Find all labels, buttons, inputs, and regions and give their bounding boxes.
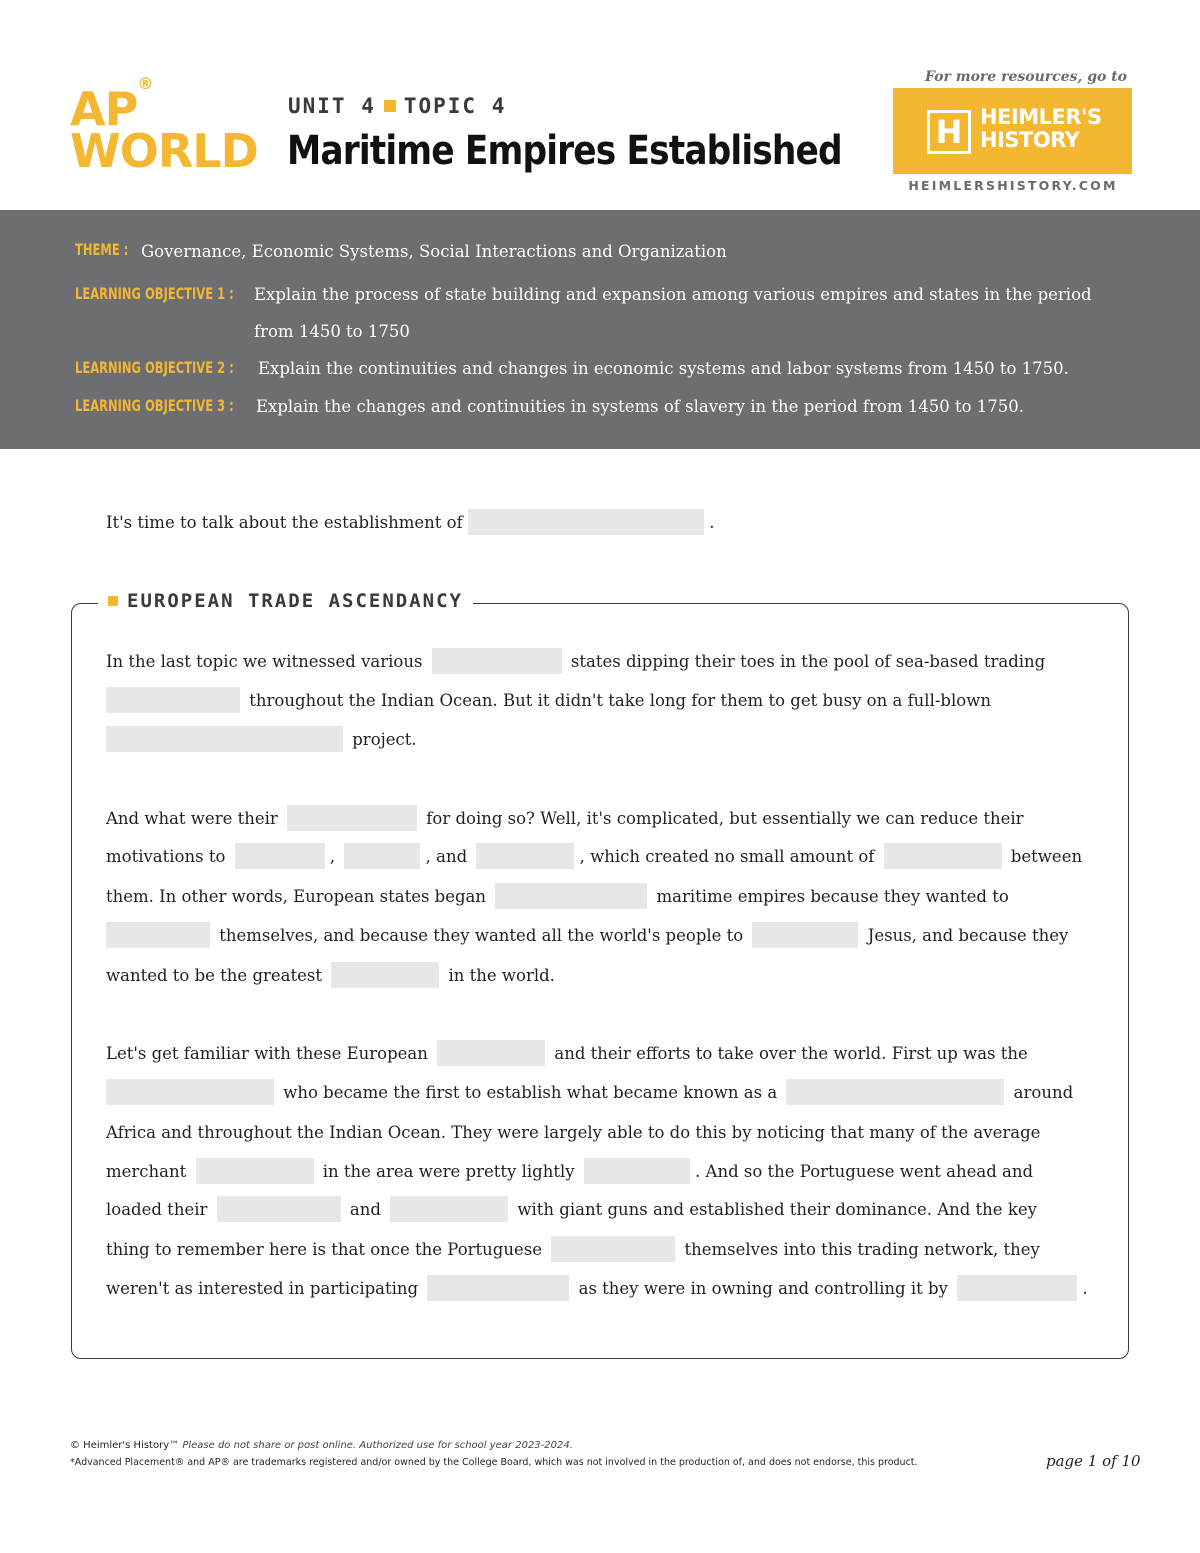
footer-trademark: *Advanced Placement® and AP® are trademarks registered and/or owned by the College Board, which was not involved in the production of, and does not endorse, this product. xyxy=(70,1457,918,1468)
text-run: and xyxy=(344,1199,387,1219)
blank-field[interactable] xyxy=(468,509,704,535)
logo-reg-mark: ® xyxy=(137,73,153,93)
blank-field[interactable] xyxy=(196,1158,314,1184)
text-line xyxy=(106,1117,1096,1147)
text-run: states dipping their toes in the pool of sea-based trading xyxy=(565,651,1046,671)
text-line xyxy=(106,646,1096,676)
text-run: around xyxy=(1008,1082,1074,1102)
lo1-text-line-1: Explain the process of state building and expansion among various empires and states in the period xyxy=(254,285,1092,304)
text-run: merchant xyxy=(106,1161,192,1181)
square-bullet-icon xyxy=(108,596,118,606)
text-run: . xyxy=(1077,1278,1088,1298)
text-run: , which created no small amount of xyxy=(574,846,880,866)
blank-field[interactable] xyxy=(584,1158,690,1184)
text-line xyxy=(106,1156,1096,1186)
text-line xyxy=(106,724,1096,754)
text-run: in the area were pretty lightly xyxy=(317,1161,580,1181)
text-line xyxy=(106,1038,1096,1068)
heimlers-history-icon: H xyxy=(927,110,971,154)
text-run: as they were in owning and controlling it by xyxy=(573,1278,954,1298)
blank-field[interactable] xyxy=(437,1040,545,1066)
text-run: and their efforts to take over the world. First up was the xyxy=(549,1043,1028,1063)
text-run: for doing so? Well, it's complicated, but essentially we can reduce their xyxy=(421,808,1024,828)
brand-name-line-2: HISTORY xyxy=(980,128,1080,152)
theme-text: Governance, Economic Systems, Social Interactions and Organization xyxy=(141,242,727,261)
blank-field[interactable] xyxy=(957,1275,1077,1301)
text-run: between xyxy=(1005,846,1083,866)
text-run: . And so the Portuguese went ahead and xyxy=(689,1161,1034,1181)
blank-field[interactable] xyxy=(432,648,562,674)
logo-ap: AP xyxy=(70,82,138,136)
text-line xyxy=(106,920,1096,950)
intro-text: It's time to talk about the establishment of xyxy=(106,512,468,532)
text-line xyxy=(106,1077,1096,1107)
blank-field[interactable] xyxy=(427,1275,569,1301)
brand-name-line-1: HEIMLER'S xyxy=(980,105,1102,129)
blank-field[interactable] xyxy=(884,843,1002,869)
text-line xyxy=(106,803,1096,833)
text-run: project. xyxy=(347,729,417,749)
text-line xyxy=(106,685,1096,715)
text-run: with giant guns and established their dominance. And the key xyxy=(512,1199,1037,1219)
text-run: In the last topic we witnessed various xyxy=(106,651,428,671)
blank-field[interactable] xyxy=(106,726,343,752)
unit-label: UNIT 4 xyxy=(288,94,376,118)
heimlers-history-wordmark xyxy=(980,106,1130,152)
more-resources-text: For more resources, go to xyxy=(925,69,1127,85)
lo3-label: LEARNING OBJECTIVE 3 : xyxy=(75,396,234,415)
blank-field[interactable] xyxy=(106,1079,274,1105)
blank-field[interactable] xyxy=(495,883,647,909)
text-run: loaded their xyxy=(106,1199,213,1219)
lo1-label: LEARNING OBJECTIVE 1 : xyxy=(75,284,234,303)
text-line xyxy=(106,841,1096,871)
text-run: Africa and throughout the Indian Ocean. They were largely able to do this by noticing that many of the average xyxy=(106,1122,1041,1142)
text-line xyxy=(106,881,1096,911)
lo1-text-line-2: from 1450 to 1750 xyxy=(254,322,410,341)
lo2-label: LEARNING OBJECTIVE 2 : xyxy=(75,358,234,377)
ap-world-logo xyxy=(70,73,270,178)
unit-topic-line xyxy=(288,94,506,118)
text-line xyxy=(106,960,1096,990)
section-heading-text: EUROPEAN TRADE ASCENDANCY xyxy=(127,590,463,612)
text-run: Let's get familiar with these European xyxy=(106,1043,434,1063)
theme-row xyxy=(75,240,142,260)
text-run: throughout the Indian Ocean. But it didn't take long for them to get busy on a full-blown xyxy=(244,690,991,710)
text-run: them. In other words, European states began xyxy=(106,886,492,906)
blank-field[interactable] xyxy=(786,1079,1004,1105)
blank-field[interactable] xyxy=(106,922,210,948)
page-title: Maritime Empires Established xyxy=(287,128,842,174)
topic-label: TOPIC 4 xyxy=(403,94,507,118)
lo3-text: Explain the changes and continuities in systems of slavery in the period from 1450 to 1750. xyxy=(256,397,1025,416)
text-line xyxy=(106,1194,1096,1224)
blank-field[interactable] xyxy=(287,805,417,831)
theme-label: THEME : xyxy=(75,240,129,259)
blank-field[interactable] xyxy=(344,843,420,869)
section-heading xyxy=(98,590,473,612)
intro-end: . xyxy=(703,512,715,532)
text-run: maritime empires because they wanted to xyxy=(651,886,1009,906)
blank-field[interactable] xyxy=(235,843,325,869)
square-bullet-icon xyxy=(384,100,396,112)
text-run: thing to remember here is that once the Portuguese xyxy=(106,1239,548,1259)
blank-field[interactable] xyxy=(476,843,574,869)
text-run: who became the first to establish what became known as a xyxy=(278,1082,783,1102)
page-number: page 1 of 10 xyxy=(1046,1452,1141,1470)
intro-sentence xyxy=(106,509,714,535)
text-run: motivations to xyxy=(106,846,231,866)
copyright-text: © Heimler's History™ xyxy=(70,1440,180,1451)
blank-field[interactable] xyxy=(551,1236,675,1262)
text-line xyxy=(106,1273,1096,1303)
blank-field[interactable] xyxy=(752,922,858,948)
logo-world: WORLD xyxy=(70,124,258,178)
blank-field[interactable] xyxy=(217,1196,341,1222)
lo1-row xyxy=(75,284,273,304)
text-run: themselves into this trading network, they xyxy=(679,1239,1040,1259)
brand-url-link[interactable]: HEIMLERSHISTORY.COM xyxy=(908,178,1118,193)
text-line xyxy=(106,1234,1096,1264)
text-run: weren't as interested in participating xyxy=(106,1278,424,1298)
lo2-text: Explain the continuities and changes in economic systems and labor systems from 1450 to 1750. xyxy=(258,359,1069,378)
blank-field[interactable] xyxy=(390,1196,508,1222)
blank-field[interactable] xyxy=(331,962,439,988)
lo2-row xyxy=(75,358,273,378)
theme-band xyxy=(0,210,1200,449)
lo3-row xyxy=(75,396,273,416)
text-run: , and xyxy=(420,846,473,866)
blank-field[interactable] xyxy=(106,687,240,713)
text-run: themselves, and because they wanted all the world's people to xyxy=(214,925,749,945)
text-run: And what were their xyxy=(106,808,284,828)
text-run: , xyxy=(324,846,341,866)
text-run: Jesus, and because they xyxy=(862,925,1069,945)
footer-copyright xyxy=(70,1440,573,1451)
usage-notice: Please do not share or post online. Authorized use for school year 2023-2024. xyxy=(179,1440,573,1451)
text-run: in the world. xyxy=(443,965,555,985)
text-run: wanted to be the greatest xyxy=(106,965,328,985)
